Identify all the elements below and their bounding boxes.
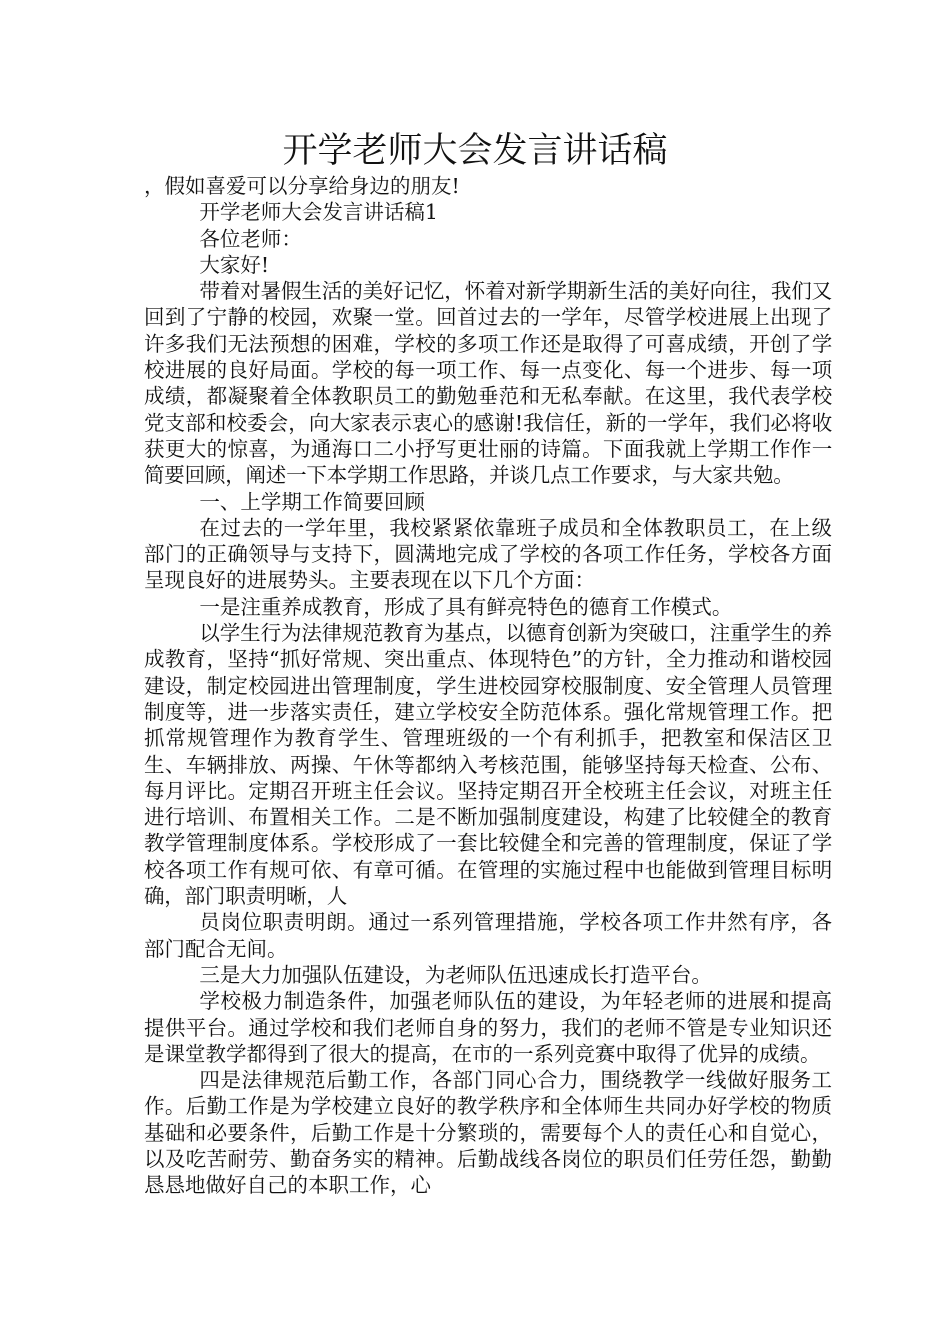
point-one-heading: 一是注重养成教育，形成了具有鲜亮特色的德育工作模式。 bbox=[199, 594, 733, 619]
document-title: 开学老师大会发言讲话稿 bbox=[282, 131, 668, 171]
paragraph-teacher-development: 学校极力制造条件，加强老师队伍的建设，为年轻老师的进展和提高提供平台。通过学校和我们老师自身的努力，我们的老师不管是专业知识还是课堂教学都得到了很大的提高，在市的一系列竞赛中取得了优异的成绩。 bbox=[144, 989, 832, 1066]
paragraph-moral-education: 以学生行为法律规范教育为基点，以德育创新为突破口，注重学生的养成教育，坚持“抓好常规、突出重点、体现特色”的方针，全力推动和谐校园建设，制定校园进出管理制度，学生进校园穿校服制度、安全管理人员管理制度等，进一步落实责任，建立学校安全防范体系。强化常规管理工作。把抓常规管理作为教育学生、管理班级的一个有利抓手，把教室和保洁区卫生、车辆排放、两操、午休等都纳入考核范围，能够坚持每天检查、公布、每月评比。定期召开班主任会议。坚持定期召开全校班主任会议，对班主任进行培训、布置相关工作。二是不断加强制度建设，构建了比较健全的教育教学管理制度体系。学校形成了一套比较健全和完善的管理制度，保证了学校各项工作有规可依、有章可循。在管理的实施过程中也能做到管理目标明确，部门职责明晰，人 bbox=[144, 621, 832, 909]
speech-heading: 开学老师大会发言讲话稿1 bbox=[199, 200, 438, 225]
intro-line: ，假如喜爱可以分享给身边的朋友! bbox=[144, 174, 460, 198]
paragraph-staff-duties: 员岗位职责明朗。通过一系列管理措施，学校各项工作井然有序，各部门配合无间。 bbox=[144, 910, 832, 961]
paragraph-opening: 带着对暑假生活的美好记忆，怀着对新学期新生活的美好向往，我们又回到了宁静的校园，欢聚一堂。回首过去的一学年，尽管学校进展上出现了许多我们无法预想的困难，学校的多项工作还是取得了可喜成绩，开创了学校进展的良好局面。学校的每一项工作、每一点变化、每一个进步、每一项成绩，都凝聚着全体教职员工的勤勉垂范和无私奉献。在这里，我代表学校党支部和校委会，向大家表示衷心的感谢!我信任，新的一学年，我们必将收获更大的惊喜，为通海口二小抒写更壮丽的诗篇。下面我就上学期工作作一简要回顾，阐述一下本学期工作思路，并谈几点工作要求，与大家共勉。 bbox=[144, 279, 832, 488]
section-heading-review: 一、上学期工作简要回顾 bbox=[199, 489, 425, 514]
paragraph-past-year: 在过去的一学年里，我校紧紧依靠班子成员和全体教职员工，在上级部门的正确领导与支持下，圆满地完成了学校的各项工作任务，学校各方面呈现良好的进展势头。主要表现在以下几个方面： bbox=[144, 515, 832, 593]
point-three-heading: 三是大力加强队伍建设，为老师队伍迅速成长打造平台。 bbox=[199, 962, 712, 987]
document-body bbox=[144, 173, 832, 1199]
salutation: 各位老师： bbox=[199, 226, 302, 251]
greeting: 大家好! bbox=[199, 252, 270, 277]
paragraph-logistics: 四是法律规范后勤工作，各部门同心合力，围绕教学一线做好服务工作。后勤工作是为学校建立良好的教学秩序和全体师生共同办好学校的物质基础和必要条件，后勤工作是十分繁琐的，需要每个人的责任心和自觉心，以及吃苦耐劳、勤奋务实的精神。后勤战线各岗位的职员们任劳任怨，勤勤恳恳地做好自己的本职工作，心 bbox=[144, 1068, 832, 1198]
